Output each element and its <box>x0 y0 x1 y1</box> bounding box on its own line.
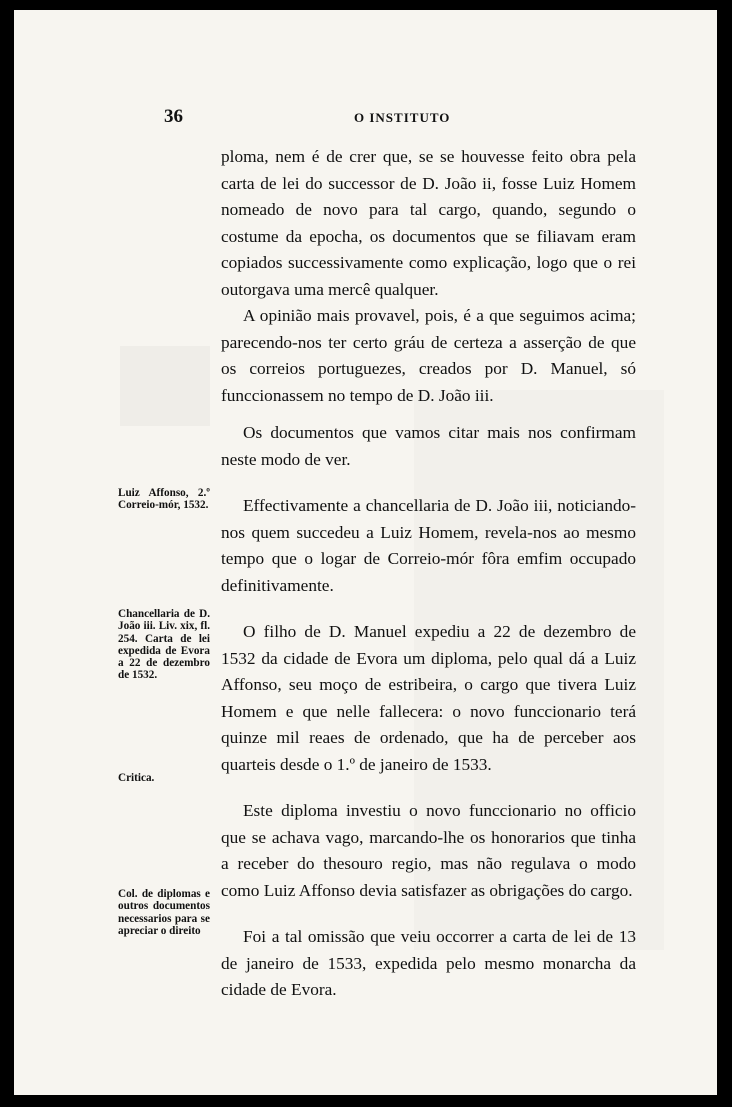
margin-note: Col. de diplomas e outros documentos necessarios para se apreciar o direito <box>118 888 210 937</box>
page-header <box>14 106 717 136</box>
paragraph: Foi a tal omissão que veiu occorrer a carta de lei de 13 de janeiro de 1533, expedida pelo mesmo monarcha da cidade de Evora. <box>221 927 636 999</box>
margin-note: Chancellaria de D. João iii. Liv. xix, fl. 254. Carta de lei expedida de Evora a 22 de dezembro de 1532. <box>118 608 210 682</box>
paragraph: Effectivamente a chancellaria de D. João iii, noticiando-nos quem succedeu a Luiz Homem, revela-nos ao mesmo tempo que o logar de Correio-mór fôra emfim occupado definitivamente. <box>221 496 636 595</box>
paragraph: O filho de D. Manuel expediu a 22 de dezembro de 1532 da cidade de Evora um diploma, pelo qual dá a Luiz Affonso, seu moço de estribeira, o cargo que tivera Luiz Homem e que nelle fallecera: o novo funccionario terá quinze mil reaes de ordenado, que ha de perceber aos quarteis desde o 1.º de janeiro de 1533. <box>221 622 636 774</box>
paragraph: Os documentos que vamos citar mais nos confirmam neste modo de ver. <box>221 423 636 469</box>
bleed-through-shadow <box>120 346 210 426</box>
paragraph: ploma, nem é de crer que, se se houvesse feito obra pela carta de lei do successor de D. João ii, fosse Luiz Homem nomeado de novo para tal cargo, quando, segundo o costume da epocha, os documentos que se filiavam eram copiados successivamente como explicação, logo que o rei outorgava uma mercê qualquer. <box>221 147 636 299</box>
main-text <box>221 144 636 1004</box>
margin-note: Critica. <box>118 772 155 784</box>
running-title: O INSTITUTO <box>354 110 451 125</box>
document-page <box>14 10 717 1095</box>
page-number: 36 <box>164 106 183 127</box>
paragraph: Este diploma investiu o novo funccionario no officio que se achava vago, marcando-lhe os honorarios que tinha a receber do thesouro regio, mas não regulava o modo como Luiz Affonso devia satisfazer as obrigações do cargo. <box>221 801 636 900</box>
margin-note: Luiz Affonso, 2.º Correio-mór, 1532. <box>118 487 210 512</box>
paragraph: A opinião mais provavel, pois, é a que seguimos acima; parecendo-nos ter certo gráu de certeza a asserção de que os correios portuguezes, creados por D. Manuel, só funccionassem no tempo de D. João iii. <box>221 306 636 405</box>
